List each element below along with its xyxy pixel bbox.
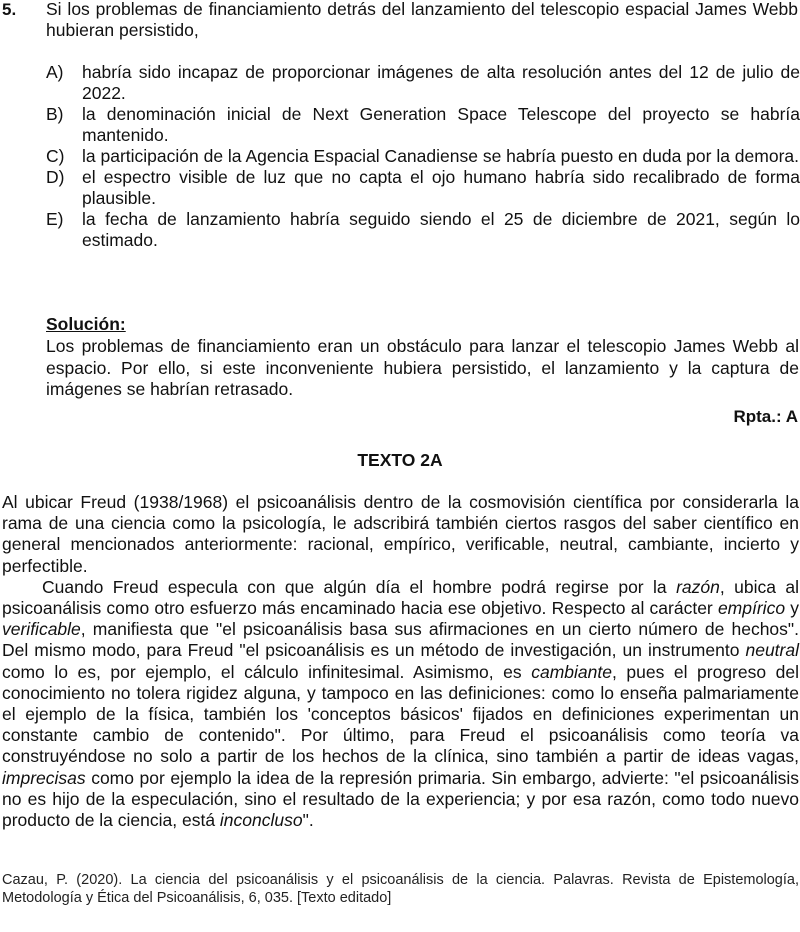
text-run: , manifiesta que "el psicoanálisis basa sus afirmaciones en un cierto número de hechos". Del mismo modo, para Freud "el psicoanálisis es un método de investigación, un instrumento [2, 619, 799, 661]
emphasis: inconcluso [219, 810, 303, 831]
option-text: la fecha de lanzamiento habría seguido siendo el 25 de diciembre de 2021, según lo estimado. [82, 209, 800, 250]
question-number: 5. [2, 0, 17, 19]
passage-title: TEXTO 2A [357, 450, 443, 470]
answer-key: Rpta.: A [733, 407, 798, 426]
option-letter: D) [46, 167, 65, 187]
solution-heading: Solución: [46, 314, 126, 334]
option-a [46, 62, 800, 104]
option-d [46, 167, 800, 209]
text-run: , pues el progreso del conocimiento no tolera rigidez alguna, y tampoco en las definiciones: como lo enseña palmariamente el ejemplo de la física, también los 'conceptos básicos' fijados en definiciones experimentan un constante cambio de contenido". Por último, para Freud el psicoanálisis como teoría va construyéndose no solo a partir de los hechos de la clínica, sino también a partir de ideas vagas, [2, 661, 799, 767]
emphasis: neutral [745, 640, 799, 661]
option-text: la denominación inicial de Next Generation Space Telescope del proyecto se habría mantenido. [82, 104, 800, 145]
text-run: como por ejemplo la idea de la represión primaria. Sin embargo, advierte: "el psicoanálisis no es hijo de la especulación, sino el resultado de la experiencia; y por esa razón, como todo nuevo producto de la ciencia, está [2, 767, 799, 831]
passage-paragraph-1: Al ubicar Freud (1938/1968) el psicoanálisis dentro de la cosmovisión científica por considerarla la rama de una ciencia como la psicología, le adscribirá también ciertos rasgos del saber científico en general mencionados anteriormente: racional, empírico, verificable, neutral, cambiante, incierto y perfectible. [2, 492, 799, 576]
text-run: , ubica al psicoanálisis como otro esfuerzo más encaminado hacia ese objetivo. Respecto al carácter [2, 576, 799, 619]
text-run: Cuando Freud especula con que algún día el hombre podrá regirse por la [42, 576, 677, 597]
text-run: como lo es, por ejemplo, el cálculo infinitesimal. Asimismo, es [2, 661, 532, 682]
option-letter: C) [46, 146, 65, 166]
emphasis: verificable [2, 619, 81, 640]
option-e [46, 209, 800, 251]
answer-options [46, 62, 800, 251]
option-letter: E) [46, 209, 64, 229]
solution-text: Los problemas de financiamiento eran un obstáculo para lanzar el telescopio James Webb al espacio. Por ello, si este inconveniente hubiera persistido, el lanzamiento y la captura de imágenes se habrían retrasado. [46, 336, 799, 399]
text-run: ". [302, 810, 314, 831]
option-letter: A) [46, 62, 64, 82]
option-c [46, 146, 800, 167]
text-run: y [785, 598, 800, 619]
option-text: la participación de la Agencia Espacial Canadiense se habría puesto en duda por la demora. [82, 146, 800, 166]
passage-paragraph-2 [2, 577, 799, 831]
citation: Cazau, P. (2020). La ciencia del psicoanálisis y el psicoanálisis de la ciencia. Palavras. Revista de Epistemología, Metodología y Ética del Psicoanálisis, 6, 035. [Texto editado] [2, 872, 799, 906]
option-b [46, 104, 800, 146]
emphasis: imprecisas [2, 767, 86, 788]
emphasis: razón [676, 576, 720, 597]
emphasis: cambiante [531, 661, 612, 682]
option-text: habría sido incapaz de proporcionar imágenes de alta resolución antes del 12 de julio de 2022. [82, 62, 800, 103]
option-letter: B) [46, 104, 64, 124]
passage [2, 492, 799, 831]
question-stem: Si los problemas de financiamiento detrás del lanzamiento del telescopio espacial James Webb hubieran persistido, [46, 0, 798, 40]
emphasis: empírico [717, 598, 786, 619]
option-text: el espectro visible de luz que no capta el ojo humano habría sido recalibrado de forma plausible. [82, 167, 800, 208]
